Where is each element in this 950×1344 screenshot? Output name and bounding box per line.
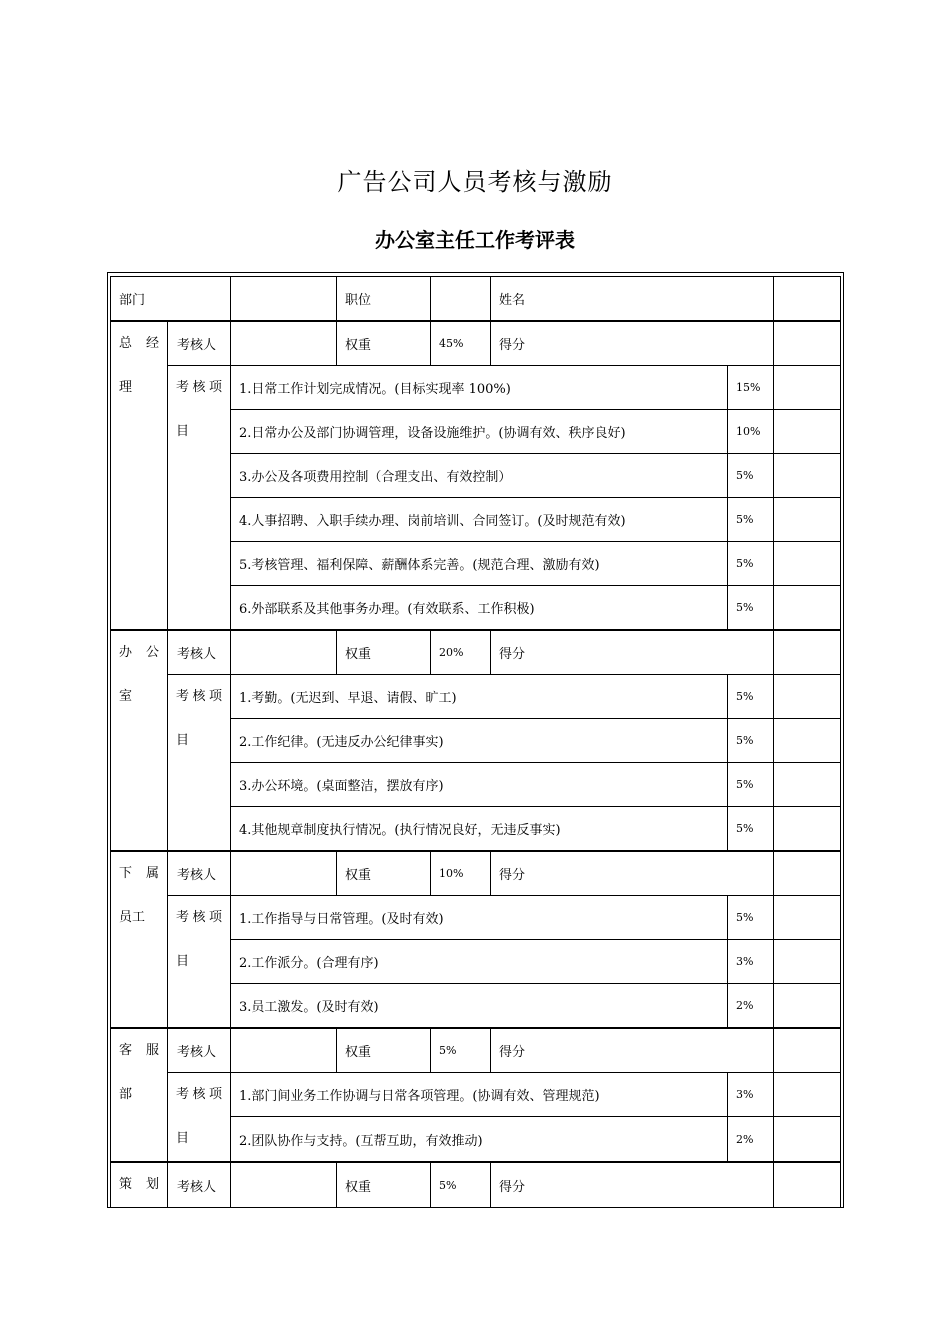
score-value-cell[interactable] <box>774 1028 841 1073</box>
item-label-char: 项 <box>209 380 223 395</box>
item-text: 3.办公环境。(桌面整洁，摆放有序) <box>231 763 728 807</box>
item-label-line-1 <box>176 675 222 719</box>
section-name-char: 划 <box>145 1177 159 1192</box>
item-weight: 2% <box>728 984 774 1029</box>
item-label <box>168 675 231 852</box>
item-weight: 5% <box>728 542 774 586</box>
item-label-char: 核 <box>192 689 206 704</box>
section-name <box>111 1162 168 1208</box>
item-label <box>168 366 231 631</box>
item-score-cell[interactable] <box>774 586 841 631</box>
assessor-value-cell[interactable] <box>231 630 337 675</box>
item-text: 4.其他规章制度执行情况。(执行情况良好，无违反事实) <box>231 807 728 852</box>
section-name-line-1 <box>119 322 159 366</box>
weight-value: 20% <box>431 630 491 675</box>
item-score-cell[interactable] <box>774 675 841 719</box>
item-text: 3.办公及各项费用控制（合理支出、有效控制） <box>231 454 728 498</box>
item-score-cell[interactable] <box>774 896 841 940</box>
section-name-char: 经 <box>145 336 159 351</box>
item-weight: 5% <box>728 807 774 852</box>
section-name-char: 属 <box>145 866 159 881</box>
item-text: 1.工作指导与日常管理。(及时有效) <box>231 896 728 940</box>
form-subtitle: 办公室主任工作考评表 <box>375 228 575 252</box>
item-label-char: 考 <box>176 380 190 395</box>
item-label-char: 考 <box>176 910 190 925</box>
item-score-cell[interactable] <box>774 454 841 498</box>
section-name <box>111 321 168 630</box>
evaluation-table <box>110 276 841 1208</box>
section-name-char: 客 <box>119 1043 133 1058</box>
section-name <box>111 1028 168 1162</box>
item-label-line-2: 目 <box>176 1131 190 1146</box>
item-weight: 5% <box>728 896 774 940</box>
weight-label: 权重 <box>337 321 431 366</box>
item-weight: 5% <box>728 586 774 631</box>
section-name-line-1 <box>119 631 159 675</box>
item-weight: 5% <box>728 763 774 807</box>
item-weight: 5% <box>728 675 774 719</box>
assessor-label: 考核人 <box>168 1028 231 1073</box>
assessor-row <box>111 630 841 675</box>
item-score-cell[interactable] <box>774 984 841 1029</box>
section-name-char: 公 <box>145 645 159 660</box>
item-text: 1.考勤。(无迟到、早退、请假、旷工) <box>231 675 728 719</box>
item-text: 2.工作派分。(合理有序) <box>231 940 728 984</box>
item-score-cell[interactable] <box>774 542 841 586</box>
weight-label: 权重 <box>337 630 431 675</box>
section-name <box>111 630 168 851</box>
item-row <box>111 675 841 719</box>
item-label-line-1 <box>176 366 222 410</box>
item-label <box>168 896 231 1029</box>
item-row <box>111 366 841 410</box>
item-weight: 3% <box>728 940 774 984</box>
assessor-label: 考核人 <box>168 851 231 896</box>
assessor-row <box>111 1028 841 1073</box>
item-label-line-1 <box>176 896 222 940</box>
item-label-char: 项 <box>209 910 223 925</box>
item-row <box>111 1073 841 1117</box>
weight-value: 45% <box>431 321 491 366</box>
item-score-cell[interactable] <box>774 763 841 807</box>
item-label-char: 考 <box>176 689 190 704</box>
item-row <box>111 896 841 940</box>
assessor-value-cell[interactable] <box>231 1162 337 1208</box>
item-text: 3.员工激发。(及时有效) <box>231 984 728 1029</box>
section-name-line-1 <box>119 852 159 896</box>
assessor-value-cell[interactable] <box>231 321 337 366</box>
document-title: 广告公司人员考核与激励 <box>337 168 613 196</box>
item-label-line-2: 目 <box>176 424 190 439</box>
position-label: 职位 <box>337 277 431 322</box>
name-value-cell[interactable] <box>774 277 841 322</box>
dept-value-cell[interactable] <box>231 277 337 322</box>
score-value-cell[interactable] <box>774 321 841 366</box>
item-score-cell[interactable] <box>774 1117 841 1162</box>
item-text: 2.日常办公及部门协调管理，设备设施维护。(协调有效、秩序良好) <box>231 410 728 454</box>
name-label: 姓名 <box>491 277 774 322</box>
assessor-label: 考核人 <box>168 321 231 366</box>
section-name-line-1 <box>119 1029 159 1073</box>
item-text: 5.考核管理、福利保障、薪酬体系完善。(规范合理、激励有效) <box>231 542 728 586</box>
weight-label: 权重 <box>337 851 431 896</box>
section-name-line-2: 理 <box>119 380 133 395</box>
assessor-value-cell[interactable] <box>231 1028 337 1073</box>
item-score-cell[interactable] <box>774 498 841 542</box>
weight-value: 10% <box>431 851 491 896</box>
item-label-line-2: 目 <box>176 733 190 748</box>
assessor-row <box>111 321 841 366</box>
dept-label: 部门 <box>111 277 231 322</box>
item-weight: 15% <box>728 366 774 410</box>
score-label: 得分 <box>491 630 774 675</box>
item-weight: 3% <box>728 1073 774 1117</box>
position-value-cell[interactable] <box>431 277 491 322</box>
item-weight: 2% <box>728 1117 774 1162</box>
section-name-char: 总 <box>119 336 133 351</box>
item-text: 2.团队协作与支持。(互帮互助，有效推动) <box>231 1117 728 1162</box>
item-score-cell[interactable] <box>774 719 841 763</box>
score-label: 得分 <box>491 851 774 896</box>
item-label-line-1 <box>176 1073 222 1117</box>
section-name-line-1 <box>119 1163 159 1207</box>
item-score-cell[interactable] <box>774 807 841 852</box>
score-value-cell[interactable] <box>774 630 841 675</box>
section-name-char: 策 <box>119 1177 133 1192</box>
section-name-line-2: 员工 <box>119 910 146 925</box>
item-score-cell[interactable] <box>774 366 841 410</box>
item-label-char: 核 <box>192 1087 206 1102</box>
item-weight: 5% <box>728 454 774 498</box>
item-text: 1.日常工作计划完成情况。(目标实现率 100%) <box>231 366 728 410</box>
section-name-line-2: 室 <box>119 689 133 704</box>
item-score-cell[interactable] <box>774 410 841 454</box>
item-label-char: 考 <box>176 1087 190 1102</box>
assessor-row <box>111 851 841 896</box>
item-text: 6.外部联系及其他事务办理。(有效联系、工作积极) <box>231 586 728 631</box>
score-value-cell[interactable] <box>774 851 841 896</box>
weight-value: 5% <box>431 1162 491 1208</box>
item-label <box>168 1073 231 1163</box>
item-score-cell[interactable] <box>774 940 841 984</box>
assessor-value-cell[interactable] <box>231 851 337 896</box>
weight-value: 5% <box>431 1028 491 1073</box>
section-name-char: 下 <box>119 866 133 881</box>
item-text: 2.工作纪律。(无违反办公纪律事实) <box>231 719 728 763</box>
item-weight: 5% <box>728 498 774 542</box>
assessor-row <box>111 1162 841 1208</box>
item-label-line-2: 目 <box>176 954 190 969</box>
item-score-cell[interactable] <box>774 1073 841 1117</box>
header-row <box>111 277 841 322</box>
weight-label: 权重 <box>337 1162 431 1208</box>
item-weight: 10% <box>728 410 774 454</box>
item-text: 4.人事招聘、入职手续办理、岗前培训、合同签订。(及时规范有效) <box>231 498 728 542</box>
section-name <box>111 851 168 1028</box>
section-name-char: 办 <box>119 645 133 660</box>
item-label-char: 项 <box>209 1087 223 1102</box>
item-weight: 5% <box>728 719 774 763</box>
section-name-char: 服 <box>145 1043 159 1058</box>
item-label-char: 核 <box>192 380 206 395</box>
item-label-char: 核 <box>192 910 206 925</box>
assessor-label: 考核人 <box>168 1162 231 1208</box>
score-value-cell[interactable] <box>774 1162 841 1208</box>
score-label: 得分 <box>491 1028 774 1073</box>
assessor-label: 考核人 <box>168 630 231 675</box>
score-label: 得分 <box>491 321 774 366</box>
item-text: 1.部门间业务工作协调与日常各项管理。(协调有效、管理规范) <box>231 1073 728 1117</box>
section-name-line-2: 部 <box>119 1087 133 1102</box>
item-label-char: 项 <box>209 689 223 704</box>
weight-label: 权重 <box>337 1028 431 1073</box>
score-label: 得分 <box>491 1162 774 1208</box>
